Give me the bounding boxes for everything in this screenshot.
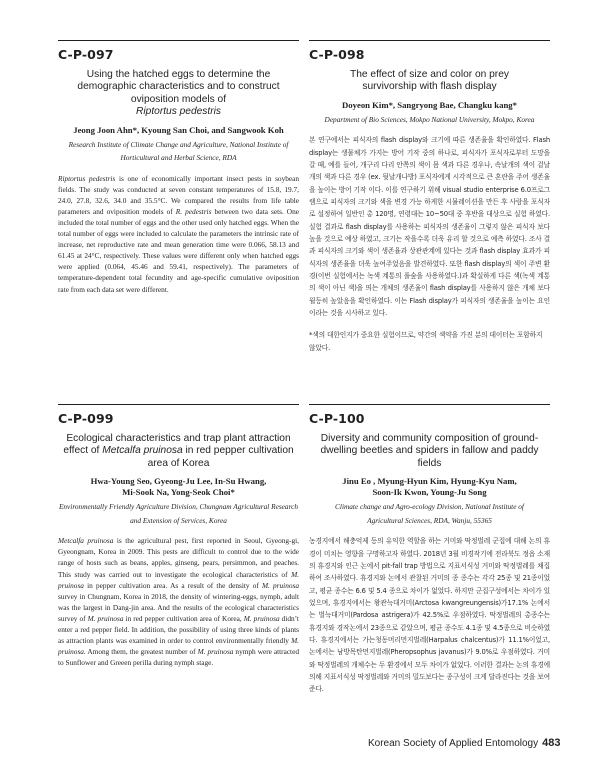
authors: Jeong Joon Ahn*, Kyoung San Choi, and Sangwook Koh [73,124,284,135]
authors [58,476,299,498]
abstract-title: Diversity and community composition of ground-dwelling beetles and spiders in fallow and paddy fields [320,433,539,469]
abstract-body [58,535,299,668]
body-text: between two data sets. One included the total number of eggs and the other used only hatched eggs. When the total number of eggs were included to calculate the parameters the intrinsic rate of increase, net reproductive rate and mean generation time were 0.066, 58.13 and 61.45 at 24°C, respectively. These values were different only when hatched eggs were applied (0.064, 45.46 and 59.41, respectively). The parameters of temperature-dependent total fecundity and age-specific cumulative oviposition rate from each data set were different. [58,206,299,294]
title-text: in red pepper cultivation area of Korea [147,445,294,469]
authors-line: Jinu Eo , Myung-Hyun Kim, Hyung-Kyu Nam, [342,476,517,487]
authors [309,476,550,498]
abstract-title [58,69,299,119]
body-text: in pepper cultivation area. As a result of the density of [83,580,262,590]
top-rule [309,40,550,41]
affiliation: Climate change and Agro-ecology Division, National Institute of Agricultural Sciences, RDA, Wanju, 55365 [335,502,524,525]
affiliation: Environmentally Friendly Agriculture Division, Chungnam Agricultural Research and Extension of Services, Korea [58,502,299,525]
affiliation: Research Institute of Climate Change and Agriculture, National Institute of Horticultural and Herbal Science, RDA [68,139,289,163]
title-species: Metcalfa pruinosa [102,445,183,457]
body-text: is one of economically important insect pests in soybean fields. The study was conducted at seven constant temperatures of 15.8, 19.7, 24.0, 27.8, 32.6, 34.0 and 35.5°C. We compared the results from life table parameters and oviposition models of [58,173,299,216]
species-name: M. pruinosa [58,569,299,590]
abstract-code: C-P-097 [58,47,114,62]
authors-line: Hwa-Young Seo, Gyeong-Ju Lee, In-Su Hwang, [90,476,267,487]
abstract-body: 본 연구에서는 피식자의 flash display와 크기에 따른 생존율을 확인하였다. Flash display는 생물체가 가지는 방어 기작 중의 하나로, 피식자가 포식자로부터 도망을 갈 때, 예를 들어, 개구리 다리 안쪽의 색이 몸 색과 다른 경우나, 속날개의 색이 겉날개의 색과 다른 경우 (ex. 뒷날개나방) 포식자에게 시각적으로 큰 혼란을 주어 생존율을 높이는 방어 기작 이다. 이를 연구하기 위해 visual studio enterprise 6.0프로그램으로 피식자의 크기와 색을 변경 가능 하게한 시뮬레이션을 만든 후 사람을 포식자로 설정하여 일반인 총 120명, 연령대는 10~50대 중 후반을 대상으로 실험 하였다. 실험 결과로 flash display를 사용하는 피식자의 생존율이 그렇지 않은 피식자 보다 높을 것으로 예상 하였고, 크기는 작을수록 더욱 유리 할 것으로 예측 하였다. 조사 결과 피식자의 크기와 색이 생존율과 상관관계에 있다는 것과 flash display 효과가 피식자의 생존율을 더욱 높여주었음을 발견하였다. 또한 flash display의 색이 주변 환경(이번 실험에서는 녹색 계통의 풀숲을 사용하였다.)과 확실하게 다른 색(녹색 계통의 색이 아닌 색)을 띄는 개체의 생존율이 flash display를 사용하지 않은 개체 보다 월등히 높았음을 확인하였다. 이는 Flash display가 피식자의 생존율을 높이는 요인이라는 것을 시사하고 있다. [309,136,550,318]
title-species: Riptortus pedestris [136,106,221,118]
top-rule [309,404,550,405]
abstract-c-p-099 [58,404,299,668]
abstract-title [58,433,299,470]
affiliation: Department of Bio Sciences, Mokpo National University, Mokpo, Korea [324,114,535,124]
authors-line: Mi-Sook Na, Yong-Seok Choi* [122,487,235,498]
abstract-c-p-097 [58,40,299,295]
body-text: survey in Chungnam, Korea in 2018, the density of wintering-eggs, nymph, adult was the largest in Dang-jin area. And the results of the ecological characteristics survey of [58,591,299,623]
species-name: Metcalfa pruinosa [58,536,114,546]
page-footer [368,737,560,749]
species-name: M. pruinosa [261,580,299,590]
footnote: *색의 대한인지가 중요한 실험이므로, 약간의 색약을 가진 분의 데이터는 포함하지 않았다. [309,331,543,352]
abstract-c-p-100 [309,404,550,696]
page-number: 483 [542,737,561,749]
title-text: Using the hatched eggs to determine the demographic characteristics and to construct oviposition models of [77,69,280,105]
species-name: M. pruinosa [197,647,234,657]
abstract-title: The effect of size and color on prey survivorship with flash display [350,69,509,93]
body-text: in red pepper cultivation area of Korea, [123,613,244,623]
abstract-code: C-P-098 [309,47,365,62]
body-text: didn’t enter a red pepper field. In addition, the possibility of using three kinds of plants as attraction plants was examined in order to control environmentally friendly [58,613,299,646]
species-name: Riptortus pedestris [58,173,116,183]
species-name: M. pruinosa. [58,636,299,657]
authors: Doyeon Kim*, Sangryong Bae, Changku kang* [342,99,517,110]
title-text: Ecological characteristics and trap plant attraction effect of [63,433,291,457]
society-name: Korean Society of Applied Entomology [368,738,539,749]
species-name: M. pruinosa [243,613,280,623]
body-text: nymph were attracted to Sunflower and Greeen perilla during nymph stage. [58,647,299,668]
body-text: Among them, the greatest number of [85,647,198,657]
top-rule [58,40,299,41]
top-rule [58,404,299,405]
abstract-code: C-P-100 [309,411,365,426]
abstract-body: 농경지에서 해충억제 등의 유익한 역할을 하는 거미와 딱정벌레 군집에 대해 논의 휴경이 미치는 영향을 구명하고자 하였다. 2018년 3월 비경작기에 전라북도 정읍 소재의 휴경지와 인근 논에서 pit-fall trap 방법으로 지표서식성 거미와 딱정벌레를 채집하여 조사하였다. 휴경지와 논에서 관찰된 거미의 종 종수는 각각 25종 및 21종이었고, 평균 종수는 6.6 및 5.4 종으로 차이가 없었다. 하지만 군집구성에서는 차이가 있었으며, 휴경지에서는 왕관늑대거미(Arctosa kwangreungensis)가17.1% 논에서는 벌늑대거미(Pardosa astrigera)가 42.5%로 우점하였다. 딱정벌레의 총종수는 휴경지와 경작논에서 23종으로 같았으며, 평균 종수도 4.1종 및 4.5종으로 비슷하였다. 휴경지에서는 가는청동머리먼지벌레(Harpalus chalcentus)가 11.1%이었고, 논에서는 남방목탄먼지벌레(Pheropsophus javanus)가 9.0%로 우점하였다. 거미와 딱정벌레의 개체수는 두 환경에서 모두 차이가 없었다. 이러한 결과는 논의 휴경에 의해 지표서식성 딱정벌레와 거미의 밀도보다는 종구성이 크게 달라진다는 것을 보여준다. [309,537,550,694]
abstract-body [58,173,299,295]
species-name: M. pruinosa [87,613,124,623]
body-text: is the agricultural pest, first reported in Seoul, Gyeong-gi, Gyeongnam, Korea in 2009. This pests are difficult to control due to the wide range of hosts such as beans, apples, ginseng, pears, persimmon, and peaches. This study was carried out to investigate the ecological characteristics of [58,536,299,579]
abstract-c-p-098 [309,40,550,354]
abstract-code: C-P-099 [58,411,114,426]
species-name: R. pedestris [175,206,212,216]
authors-line: Soon-Ik Kwon, Young-Ju Song [372,487,487,498]
